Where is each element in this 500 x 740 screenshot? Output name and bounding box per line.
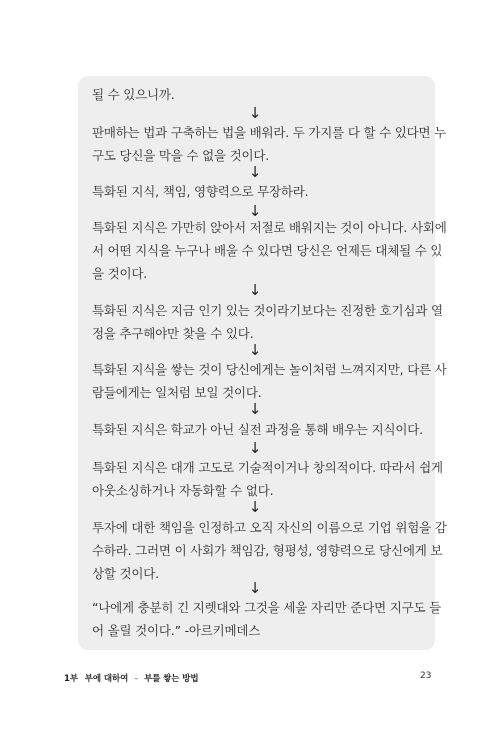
text-line: 정을 추구해야만 찾을 수 있다. <box>92 326 254 341</box>
paragraph <box>92 216 447 285</box>
footer-separator: – <box>134 674 139 684</box>
down-arrow-icon: ↓ <box>248 163 262 181</box>
running-footer <box>64 672 198 684</box>
text-line: 특화된 지식은 학교가 아닌 실전 과정을 통해 배우는 지식이다. <box>92 422 423 437</box>
text-line: 상할 것이다. <box>92 566 159 581</box>
text-line: 람들에게는 일처럼 보일 것이다. <box>92 385 262 400</box>
down-arrow-icon: ↓ <box>248 202 262 220</box>
text-line: 어 올릴 것이다.” -아르키메데스 <box>92 623 261 638</box>
text-line: 수하라. 그러면 이 사회가 책임감, 형평성, 영향력으로 당신에게 보 <box>92 543 443 558</box>
page-number: 23 <box>420 671 432 681</box>
text-line: 될 수 있으니까. <box>92 87 175 102</box>
text-line: 투자에 대한 책임을 인정하고 오직 자신의 이름으로 기업 위험을 감 <box>92 520 447 535</box>
text-line: 특화된 지식은 가만히 앉아서 저절로 배워지는 것이 아니다. 사회에 <box>92 220 447 235</box>
paragraph <box>92 83 424 106</box>
down-arrow-icon: ↓ <box>248 439 262 457</box>
paragraph <box>92 299 443 345</box>
text-line: 특화된 지식은 지금 인기 있는 것이라기보다는 진정한 호기심과 열 <box>92 303 443 318</box>
text-line: 서 어떤 지식을 누구나 배울 수 있다면 당신은 언제든 대체될 수 있 <box>92 243 443 258</box>
text-line: 특화된 지식, 책임, 영향력으로 무장하라. <box>92 184 309 199</box>
text-line: 특화된 지식은 대개 고도로 기술적이거나 창의적이다. 따라서 쉽게 <box>92 460 443 475</box>
down-arrow-icon: ↓ <box>248 579 262 597</box>
part-title: 부에 대하여 <box>84 674 129 684</box>
paragraph <box>92 418 424 441</box>
paragraph <box>92 180 424 203</box>
down-arrow-icon: ↓ <box>248 341 262 359</box>
down-arrow-icon: ↓ <box>248 400 262 418</box>
paragraph <box>92 121 447 167</box>
paragraph <box>92 358 447 404</box>
down-arrow-icon: ↓ <box>248 104 262 122</box>
text-line: 아웃소싱하거나 자동화할 수 없다. <box>92 483 274 498</box>
text-line: 을 것이다. <box>92 266 148 281</box>
part-label: 1부 <box>64 674 78 684</box>
chapter-title: 부를 쌓는 방법 <box>144 674 199 684</box>
text-line: “나에게 충분히 긴 지렛대와 그것을 세울 자리만 준다면 지구도 들 <box>92 600 441 615</box>
paragraph <box>92 456 443 502</box>
text-line: 특화된 지식을 쌓는 것이 당신에게는 놀이처럼 느껴지지만, 다른 사 <box>92 362 447 377</box>
down-arrow-icon: ↓ <box>248 498 262 516</box>
text-line: 판매하는 법과 구축하는 법을 배워라. 두 가지를 다 할 수 있다면 누 <box>92 125 447 140</box>
paragraph <box>92 596 441 642</box>
down-arrow-icon: ↓ <box>248 281 262 299</box>
paragraph <box>92 516 447 585</box>
text-line: 구도 당신을 막을 수 없을 것이다. <box>92 148 270 163</box>
